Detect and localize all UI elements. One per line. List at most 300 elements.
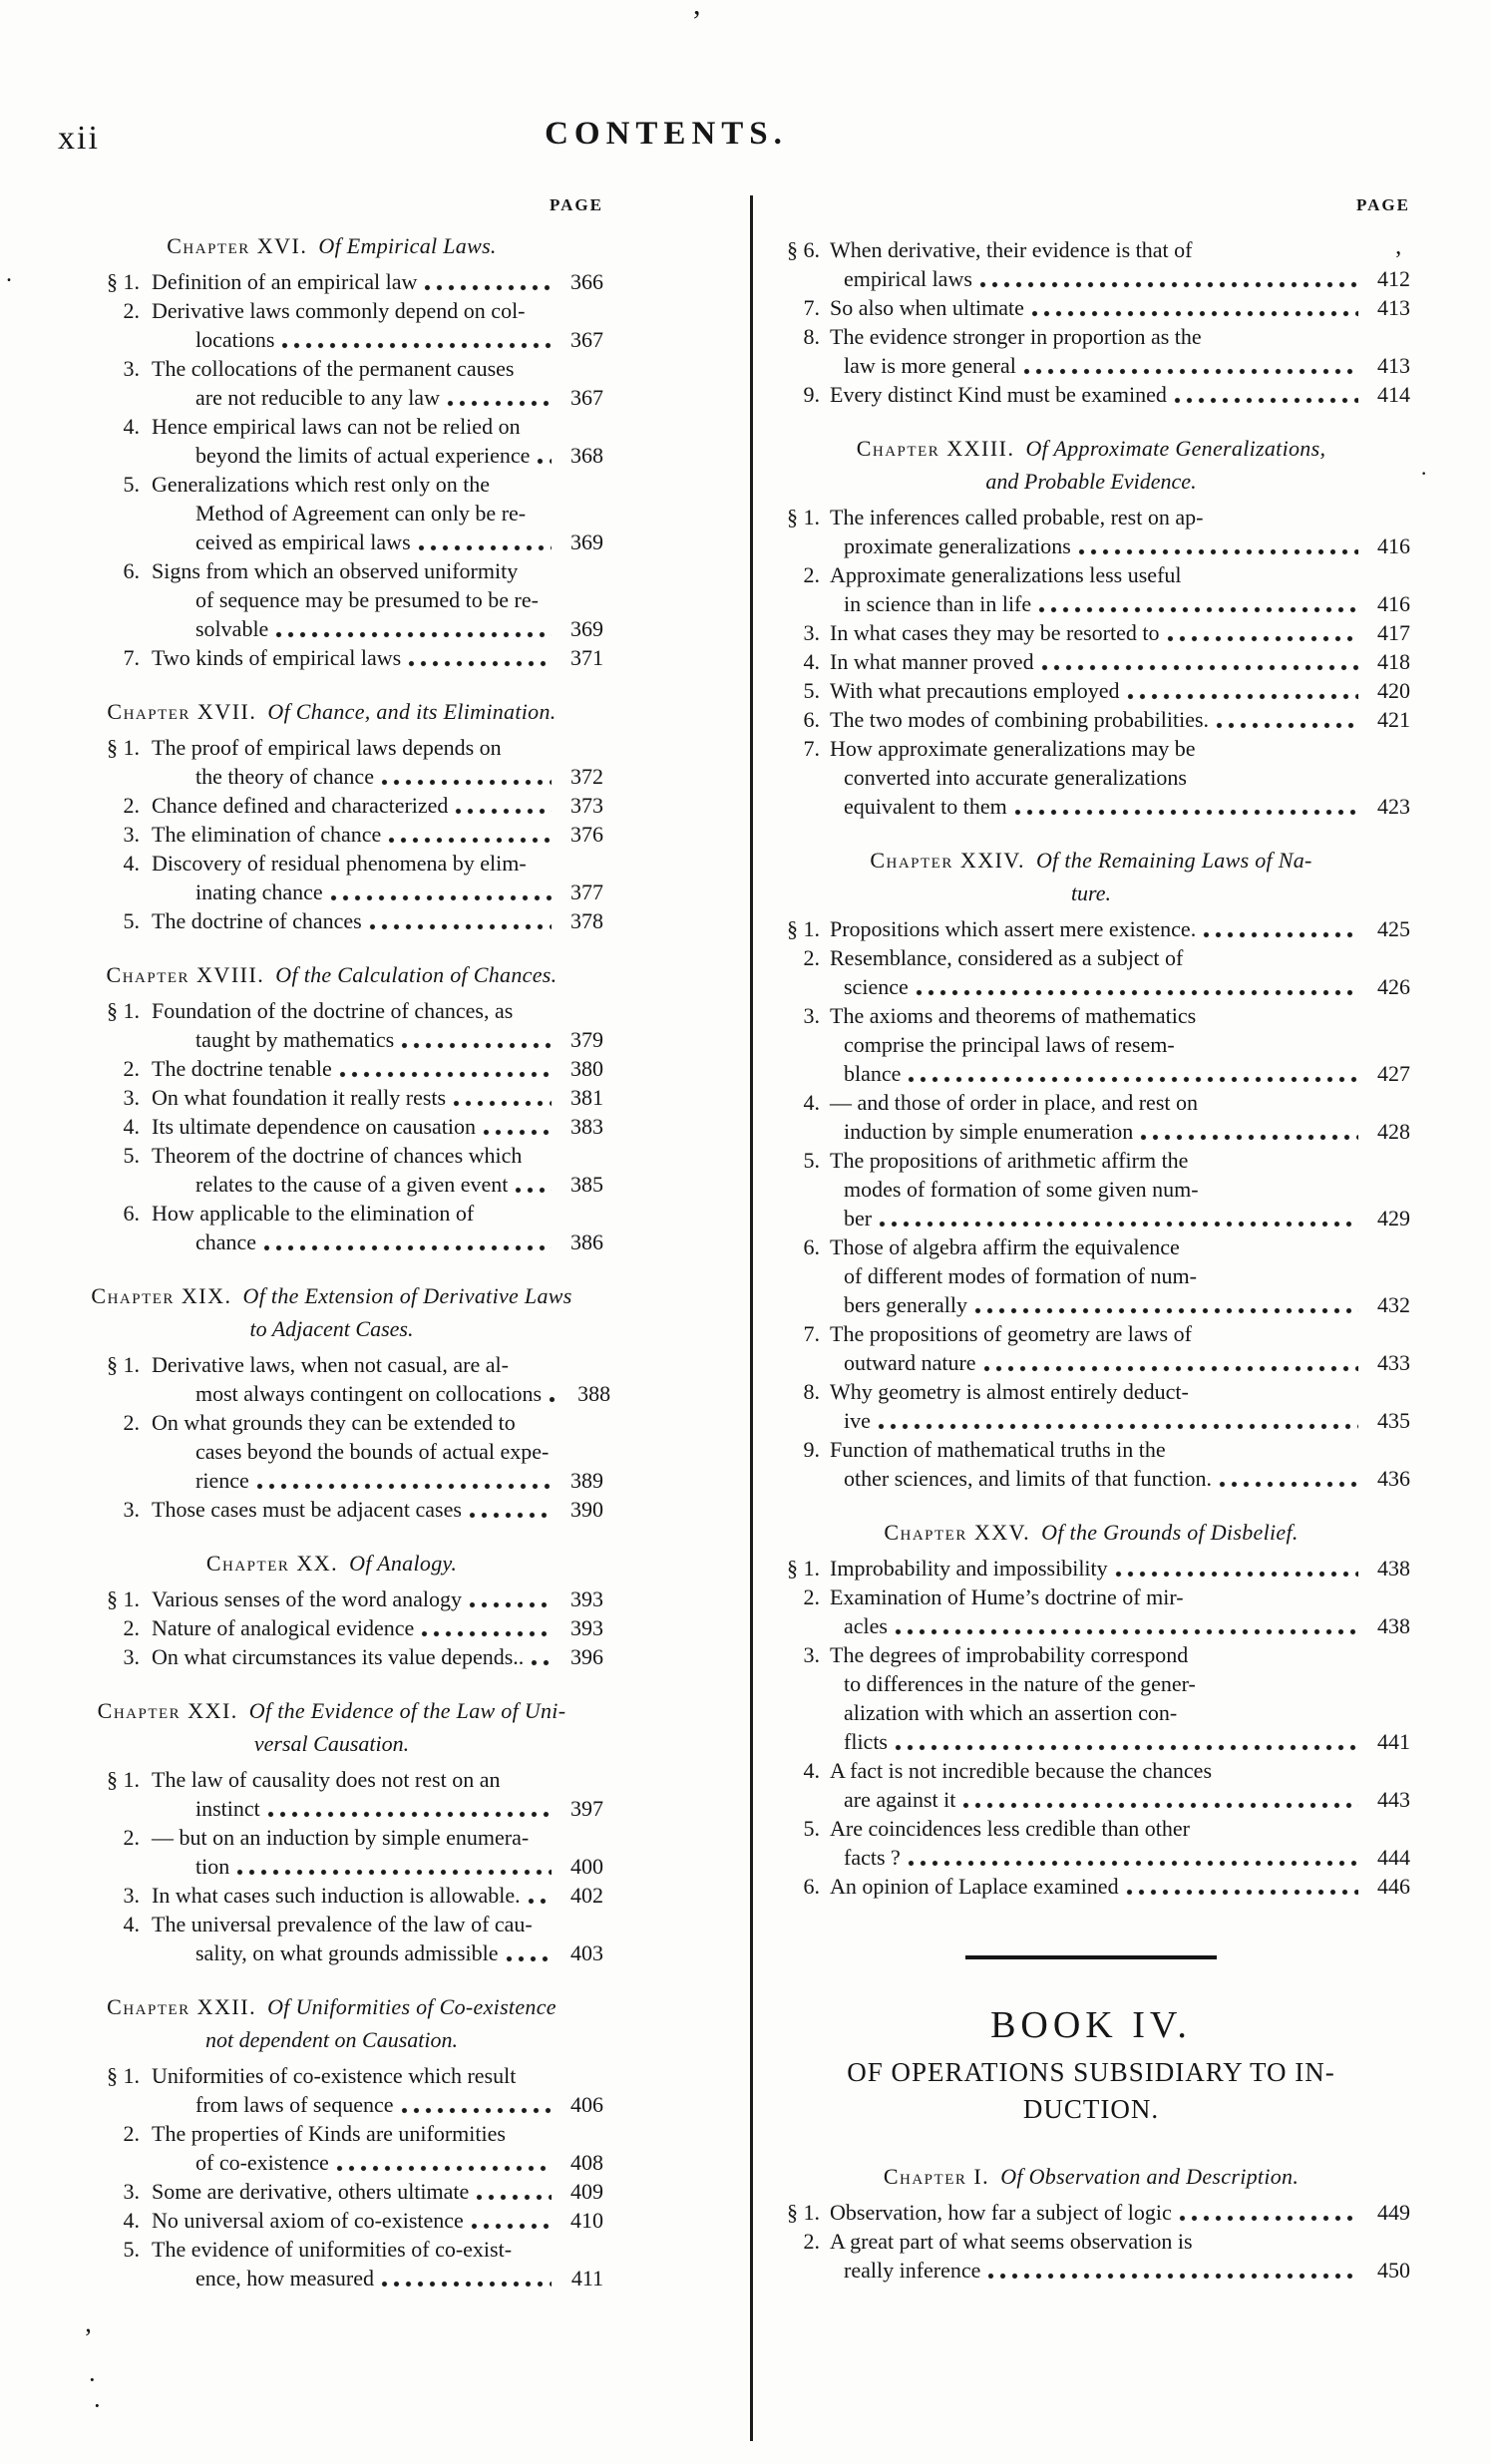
toc-entry-line <box>60 820 603 849</box>
dot-leader <box>476 2194 552 2201</box>
toc-entry <box>772 1872 1410 1901</box>
page-number: 418 <box>1377 649 1410 674</box>
entry-text: comprise the principal laws of resem- <box>844 1032 1175 1057</box>
entry-text: of different modes of formation of num- <box>844 1263 1197 1288</box>
entry-text: taught by mathematics <box>195 1027 395 1052</box>
entry-text: ceived as empirical laws <box>195 529 411 554</box>
toc-entry-line <box>772 589 1410 618</box>
dot-leader <box>1203 931 1358 938</box>
entry-text: Improbability and impossibility <box>830 1556 1108 1581</box>
page-number: 409 <box>570 2179 603 2204</box>
toc-entry-line <box>772 2256 1410 2285</box>
page-number: 413 <box>1377 295 1410 320</box>
entry-text: The inferences called probable, rest on ap- <box>830 505 1204 529</box>
entry-text: The doctrine of chances <box>152 908 362 933</box>
chapter-title-continuation: to Adjacent Cases. <box>249 1316 414 1341</box>
toc-entry-line <box>772 1464 1410 1493</box>
entry-number: § 1. <box>107 998 140 1023</box>
page-number: 376 <box>570 822 603 847</box>
right-column <box>772 195 1410 2285</box>
entry-text: Discovery of residual phenomena by elim- <box>152 851 527 876</box>
left-column <box>60 195 611 2292</box>
toc-entry-line <box>60 1350 603 1379</box>
toc-entry <box>60 1141 603 1199</box>
entry-text: in science than in life <box>844 591 1032 616</box>
entry-number: 2. <box>803 1584 820 1609</box>
toc-entry-line <box>60 470 603 499</box>
page-number: 438 <box>1377 1556 1410 1581</box>
entry-number: § 1. <box>107 1586 140 1611</box>
page-number: 408 <box>570 2150 603 2175</box>
toc-entry <box>772 914 1410 943</box>
entry-text: Those cases must be adjacent cases <box>152 1497 462 1522</box>
entry-number: 2. <box>123 1056 140 1081</box>
toc-entry-line <box>772 1406 1410 1435</box>
toc-entry <box>60 2061 603 2119</box>
dot-leader <box>453 1100 552 1107</box>
toc-entry-line <box>772 1232 1410 1261</box>
toc-entry <box>772 2227 1410 2285</box>
toc-entry <box>772 943 1410 1001</box>
dot-leader <box>1115 1571 1358 1578</box>
toc-chapter-section <box>60 231 603 672</box>
entry-text: facts ? <box>844 1845 901 1870</box>
entry-text: converted into accurate generalizations <box>844 765 1187 790</box>
entry-text: How approximate generalizations may be <box>830 736 1196 761</box>
entry-number: 2. <box>123 298 140 323</box>
entry-number: 5. <box>123 472 140 497</box>
toc-entry <box>60 996 603 1054</box>
entry-number: 7. <box>803 736 820 761</box>
toc-entry <box>772 1001 1410 1088</box>
toc-entry-line <box>772 763 1410 792</box>
entry-text: Observation, how far a subject of logic <box>830 2200 1172 2225</box>
toc-entry <box>60 2177 603 2206</box>
entry-text: tion <box>195 1854 230 1879</box>
toc-entry-line <box>60 528 603 556</box>
toc-entry <box>60 1350 611 1408</box>
entry-number: 4. <box>123 414 140 439</box>
entry-number: § 1. <box>107 735 140 760</box>
entry-text: proximate generalizations <box>844 533 1071 558</box>
toc-entry-line <box>60 878 603 906</box>
toc-entry-line <box>772 1290 1410 1319</box>
chapter-title: Of Approximate Generalizations, <box>1025 436 1326 461</box>
entry-number: 5. <box>803 1816 820 1841</box>
entry-text: An opinion of Laplace examined <box>830 1874 1119 1899</box>
dot-leader <box>506 1955 553 1962</box>
toc-entry <box>60 1495 603 1524</box>
entry-number: 4. <box>123 2208 140 2233</box>
book-section-break <box>772 1955 1410 2128</box>
entry-number: § 1. <box>787 505 820 529</box>
toc-entry <box>60 2206 603 2235</box>
entry-text: No universal axiom of co-existence <box>152 2208 464 2233</box>
toc-entry-line <box>60 1642 603 1671</box>
page-number: 390 <box>570 1497 603 1522</box>
toc-entry-line <box>772 1377 1410 1406</box>
toc-entry-line <box>60 1823 603 1852</box>
entry-number: 6. <box>123 1201 140 1226</box>
dot-leader <box>455 808 552 815</box>
toc-entry <box>772 1232 1410 1319</box>
entry-text: The collocations of the permanent causes <box>152 356 515 381</box>
entry-text: are against it <box>844 1787 956 1812</box>
toc-entry-line <box>772 1435 1410 1464</box>
page-column-label: PAGE <box>550 195 603 214</box>
toc-entry <box>60 906 603 935</box>
page-column-label: PAGE <box>1356 195 1410 214</box>
page-number: 414 <box>1377 382 1410 407</box>
toc-entry <box>772 503 1410 560</box>
page-number: 443 <box>1377 1787 1410 1812</box>
dot-leader <box>987 2273 1358 2280</box>
page-number: 450 <box>1377 2258 1410 2283</box>
entry-number: 6. <box>803 1874 820 1899</box>
entry-number: 5. <box>123 2237 140 2262</box>
entry-text: blance <box>844 1061 902 1086</box>
page-number: 369 <box>570 616 603 641</box>
page-number: 396 <box>570 1644 603 1669</box>
toc-entry-line <box>772 1348 1410 1377</box>
chapter-heading <box>60 1696 603 1725</box>
entry-number: § 1. <box>107 1352 140 1377</box>
entry-text: are not reducible to any law <box>195 385 440 410</box>
page-number: 420 <box>1377 678 1410 703</box>
column-divider-rule <box>750 195 753 2441</box>
toc-entry <box>60 1881 603 1910</box>
toc-chapter-section <box>60 1549 603 1671</box>
folio-page-number: xii <box>58 120 100 157</box>
dot-leader <box>962 1802 1358 1809</box>
toc-entry-line <box>772 1756 1410 1785</box>
toc-entry-line <box>60 1379 611 1408</box>
entry-text: Method of Agreement can only be re- <box>195 501 527 526</box>
page-number: 411 <box>570 2266 603 2290</box>
chapter-label: Chapter XXII. <box>107 1994 257 2019</box>
entry-text: Every distinct Kind must be examined <box>830 382 1167 407</box>
entry-number: § 1. <box>787 916 820 941</box>
toc-entry-line <box>772 914 1410 943</box>
chapter-title: Of Observation and Description. <box>1000 2164 1300 2189</box>
toc-entry <box>772 235 1410 293</box>
entry-text: Definition of an empirical law <box>152 269 418 294</box>
dot-leader <box>469 1601 552 1608</box>
toc-chapter-section <box>772 846 1410 1493</box>
toc-entry <box>772 1640 1410 1756</box>
toc-entry-line <box>60 996 603 1025</box>
toc-entry <box>60 1613 603 1642</box>
entry-text: In what manner proved <box>830 649 1034 674</box>
page-number: 380 <box>570 1056 603 1081</box>
chapter-title-continuation: ture. <box>1070 880 1112 905</box>
toc-entry-line <box>772 1583 1410 1611</box>
dot-leader <box>1023 368 1358 375</box>
entry-text: ive <box>844 1408 871 1433</box>
page-number: 393 <box>570 1586 603 1611</box>
toc-entry-line <box>60 1437 603 1466</box>
toc-entry-line <box>60 2264 603 2292</box>
page-number: 400 <box>570 1854 603 1879</box>
toc-entry-line <box>772 1872 1410 1901</box>
entry-number: 3. <box>123 1883 140 1908</box>
entry-text: When derivative, their evidence is that of <box>830 237 1193 262</box>
toc-entry-line <box>60 1112 603 1141</box>
toc-entry <box>60 1054 603 1083</box>
entry-text: outward nature <box>844 1350 976 1375</box>
toc-entry-line <box>60 733 603 762</box>
chapter-heading <box>60 697 603 726</box>
toc-entry <box>772 293 1410 322</box>
toc-entry <box>60 1199 603 1256</box>
toc-entry-line <box>772 293 1410 322</box>
toc-entry <box>60 820 603 849</box>
toc-entry <box>772 1554 1410 1583</box>
entry-number: 4. <box>803 1758 820 1783</box>
toc-entry-line <box>60 643 603 672</box>
page-number: 441 <box>1377 1729 1410 1754</box>
toc-entry <box>60 791 603 820</box>
chapter-title: Of Chance, and its Elimination. <box>267 699 557 724</box>
dot-leader <box>983 1365 1358 1372</box>
entry-text: of co-existence <box>195 2150 329 2175</box>
toc-entry-line <box>772 1117 1410 1146</box>
toc-entry-line <box>60 1025 603 1054</box>
toc-entry-line <box>60 585 603 614</box>
book-title: BOOK IV. <box>990 2004 1192 2046</box>
chapter-label: Chapter XXIV. <box>870 848 1025 873</box>
dot-leader <box>1031 310 1358 317</box>
entry-text: The elimination of chance <box>152 822 382 847</box>
toc-entry-line <box>772 943 1410 972</box>
chapter-label: Chapter XIX. <box>91 1283 232 1308</box>
toc-entry-line <box>60 2177 603 2206</box>
toc-entry <box>60 2119 603 2177</box>
toc-entry <box>772 380 1410 409</box>
page-number: 421 <box>1377 707 1410 732</box>
page-number: 386 <box>570 1230 603 1254</box>
dot-leader <box>1078 548 1358 555</box>
page-number: 366 <box>570 269 603 294</box>
chapter-title: Of Empirical Laws. <box>318 233 497 258</box>
entry-text: ber <box>844 1206 873 1231</box>
entry-number: 4. <box>123 1114 140 1139</box>
toc-entry-line <box>772 1175 1410 1204</box>
ink-artifact: . <box>6 261 12 287</box>
entry-text: Hence empirical laws can not be relied on <box>152 414 521 439</box>
page-number: 372 <box>570 764 603 789</box>
toc-entry-line <box>60 412 603 441</box>
chapter-label: Chapter XVI. <box>167 233 308 258</box>
toc-entry-line <box>60 1083 603 1112</box>
toc-entry-line <box>772 1554 1410 1583</box>
dot-leader <box>1216 722 1358 729</box>
dot-leader <box>381 2281 552 2288</box>
page-number: 446 <box>1377 1874 1410 1899</box>
chapter-label: Chapter I. <box>883 2164 990 2189</box>
entry-number: 3. <box>803 620 820 645</box>
ink-artifact: · <box>88 2365 97 2394</box>
page-number: 369 <box>570 529 603 554</box>
dot-leader <box>1140 1134 1358 1141</box>
toc-entry-line <box>60 1141 603 1170</box>
entry-number: 2. <box>803 2229 820 2254</box>
page-number: 371 <box>570 645 603 670</box>
toc-entry-line <box>60 2206 603 2235</box>
toc-entry <box>60 556 603 643</box>
toc-entry-line <box>60 1910 603 1938</box>
entry-text: cases beyond the bounds of actual expe- <box>195 1439 550 1464</box>
entry-text: On what grounds they can be extended to <box>152 1410 516 1435</box>
dot-leader <box>515 1187 552 1194</box>
page-number: 368 <box>570 443 603 468</box>
entry-number: 2. <box>123 2121 140 2146</box>
page-number: 438 <box>1377 1613 1410 1638</box>
toc-entry <box>60 354 603 412</box>
toc-entry-line <box>60 1466 603 1495</box>
dot-leader <box>1038 606 1358 613</box>
entry-text: — and those of order in place, and rest on <box>830 1090 1198 1115</box>
ink-artifact: , <box>693 0 701 21</box>
toc-entry-line <box>772 1030 1410 1059</box>
chapter-title: Of Uniformities of Co-existence <box>267 1994 557 2019</box>
toc-entry <box>772 647 1410 676</box>
entry-number: 3. <box>123 2179 140 2204</box>
entry-text: acles <box>844 1613 888 1638</box>
entry-number: 4. <box>123 851 140 876</box>
dot-leader <box>447 400 552 407</box>
page-number: 385 <box>570 1172 603 1197</box>
entry-number: 3. <box>123 1497 140 1522</box>
dot-leader <box>339 1071 552 1078</box>
entry-number: § 1. <box>787 1556 820 1581</box>
dot-leader <box>330 894 552 901</box>
entry-text: equivalent to them <box>844 794 1007 819</box>
toc-entry-line <box>60 1881 603 1910</box>
entry-text: Its ultimate dependence on causation <box>152 1114 476 1139</box>
entry-text: The axioms and theorems of mathematics <box>830 1003 1197 1028</box>
toc-entry <box>772 734 1410 821</box>
toc-entry-line <box>60 296 603 325</box>
entry-number: 9. <box>803 382 820 407</box>
entry-text: locations <box>195 327 275 352</box>
toc-entry <box>60 1083 603 1112</box>
entry-text: Foundation of the doctrine of chances, as <box>152 998 514 1023</box>
dot-leader <box>916 989 1358 996</box>
entry-text: instinct <box>195 1796 260 1821</box>
toc-entry-line <box>60 906 603 935</box>
dot-leader <box>1179 2215 1358 2222</box>
page-number: 425 <box>1377 916 1410 941</box>
chapter-title: Of the Extension of Derivative Laws <box>242 1283 572 1308</box>
chapter-heading <box>772 846 1410 875</box>
entry-text: flicts <box>844 1729 888 1754</box>
toc-entry-line <box>772 618 1410 647</box>
entry-text: induction by simple enumeration <box>844 1119 1134 1144</box>
toc-entry-line <box>60 614 603 643</box>
entry-number: § 1. <box>787 2200 820 2225</box>
page-number: 429 <box>1377 1206 1410 1231</box>
page-number: 406 <box>570 2092 603 2117</box>
toc-chapter-section <box>60 697 603 935</box>
entry-text: sality, on what grounds admissible <box>195 1940 499 1965</box>
toc-entry <box>60 1765 603 1823</box>
toc-entry <box>772 1583 1410 1640</box>
entry-text: Resemblance, considered as a subject of <box>830 945 1184 970</box>
toc-continued-entries <box>772 235 1410 409</box>
entry-text: The propositions of geometry are laws of <box>830 1321 1192 1346</box>
toc-entry-line <box>772 972 1410 1001</box>
entry-text: The doctrine tenable <box>152 1056 332 1081</box>
toc-entry <box>60 1584 603 1613</box>
entry-text: Function of mathematical truths in the <box>830 1437 1166 1462</box>
page-number: 433 <box>1377 1350 1410 1375</box>
entry-text: Signs from which an observed uniformity <box>152 558 519 583</box>
ink-artifact: ’ <box>1394 247 1402 273</box>
entry-number: 6. <box>803 1234 820 1259</box>
toc-entry-line <box>772 647 1410 676</box>
toc-entry <box>772 1435 1410 1493</box>
chapter-heading <box>60 1992 603 2021</box>
dot-leader <box>418 544 552 551</box>
toc-entry <box>60 1642 603 1671</box>
entry-text: Uniformities of co-existence which result <box>152 2063 517 2088</box>
toc-entry <box>772 1814 1410 1872</box>
toc-entry-line <box>772 1059 1410 1088</box>
toc-entry-line <box>60 354 603 383</box>
entry-number: 6. <box>123 558 140 583</box>
page-number: 435 <box>1377 1408 1410 1433</box>
toc-entry <box>772 618 1410 647</box>
page-number: 444 <box>1377 1845 1410 1870</box>
toc-entry-line <box>772 264 1410 293</box>
entry-text: really inference <box>844 2258 981 2283</box>
entry-text: beyond the limits of actual experience <box>195 443 531 468</box>
entry-number: 3. <box>123 356 140 381</box>
toc-entry-line <box>772 705 1410 734</box>
page-number: 413 <box>1377 353 1410 378</box>
ink-artifact: · <box>1420 461 1428 486</box>
entry-number: 2. <box>123 1825 140 1850</box>
entry-number: 5. <box>803 1148 820 1173</box>
chapter-label: Chapter XXIII. <box>856 436 1015 461</box>
ink-artifact: ’ <box>84 2323 93 2352</box>
entry-text: Nature of analogical evidence <box>152 1615 415 1640</box>
page-number: 393 <box>570 1615 603 1640</box>
toc-entry-line <box>772 2198 1410 2227</box>
toc-chapter-section <box>772 2162 1410 2285</box>
entry-text: The degrees of improbability correspond <box>830 1642 1189 1667</box>
page-number: 367 <box>570 327 603 352</box>
book-subtitle-line: DUCTION. <box>1022 2094 1160 2124</box>
entry-text: inating chance <box>195 880 323 904</box>
entry-text: The universal prevalence of the law of cau- <box>152 1912 533 1936</box>
entry-number: 7. <box>803 295 820 320</box>
toc-entry <box>60 412 603 470</box>
toc-entry-line <box>60 2148 603 2177</box>
dot-leader <box>879 1221 1358 1228</box>
page-number: 428 <box>1377 1119 1410 1144</box>
dot-leader <box>1219 1481 1358 1488</box>
chapter-heading <box>60 960 603 989</box>
toc-entry <box>60 733 603 791</box>
page-number: 373 <box>570 793 603 818</box>
toc-entry <box>60 1112 603 1141</box>
dot-leader <box>369 923 552 930</box>
entry-text: from laws of sequence <box>195 2092 394 2117</box>
entry-number: 3. <box>123 1644 140 1669</box>
entry-number: 2. <box>123 1615 140 1640</box>
